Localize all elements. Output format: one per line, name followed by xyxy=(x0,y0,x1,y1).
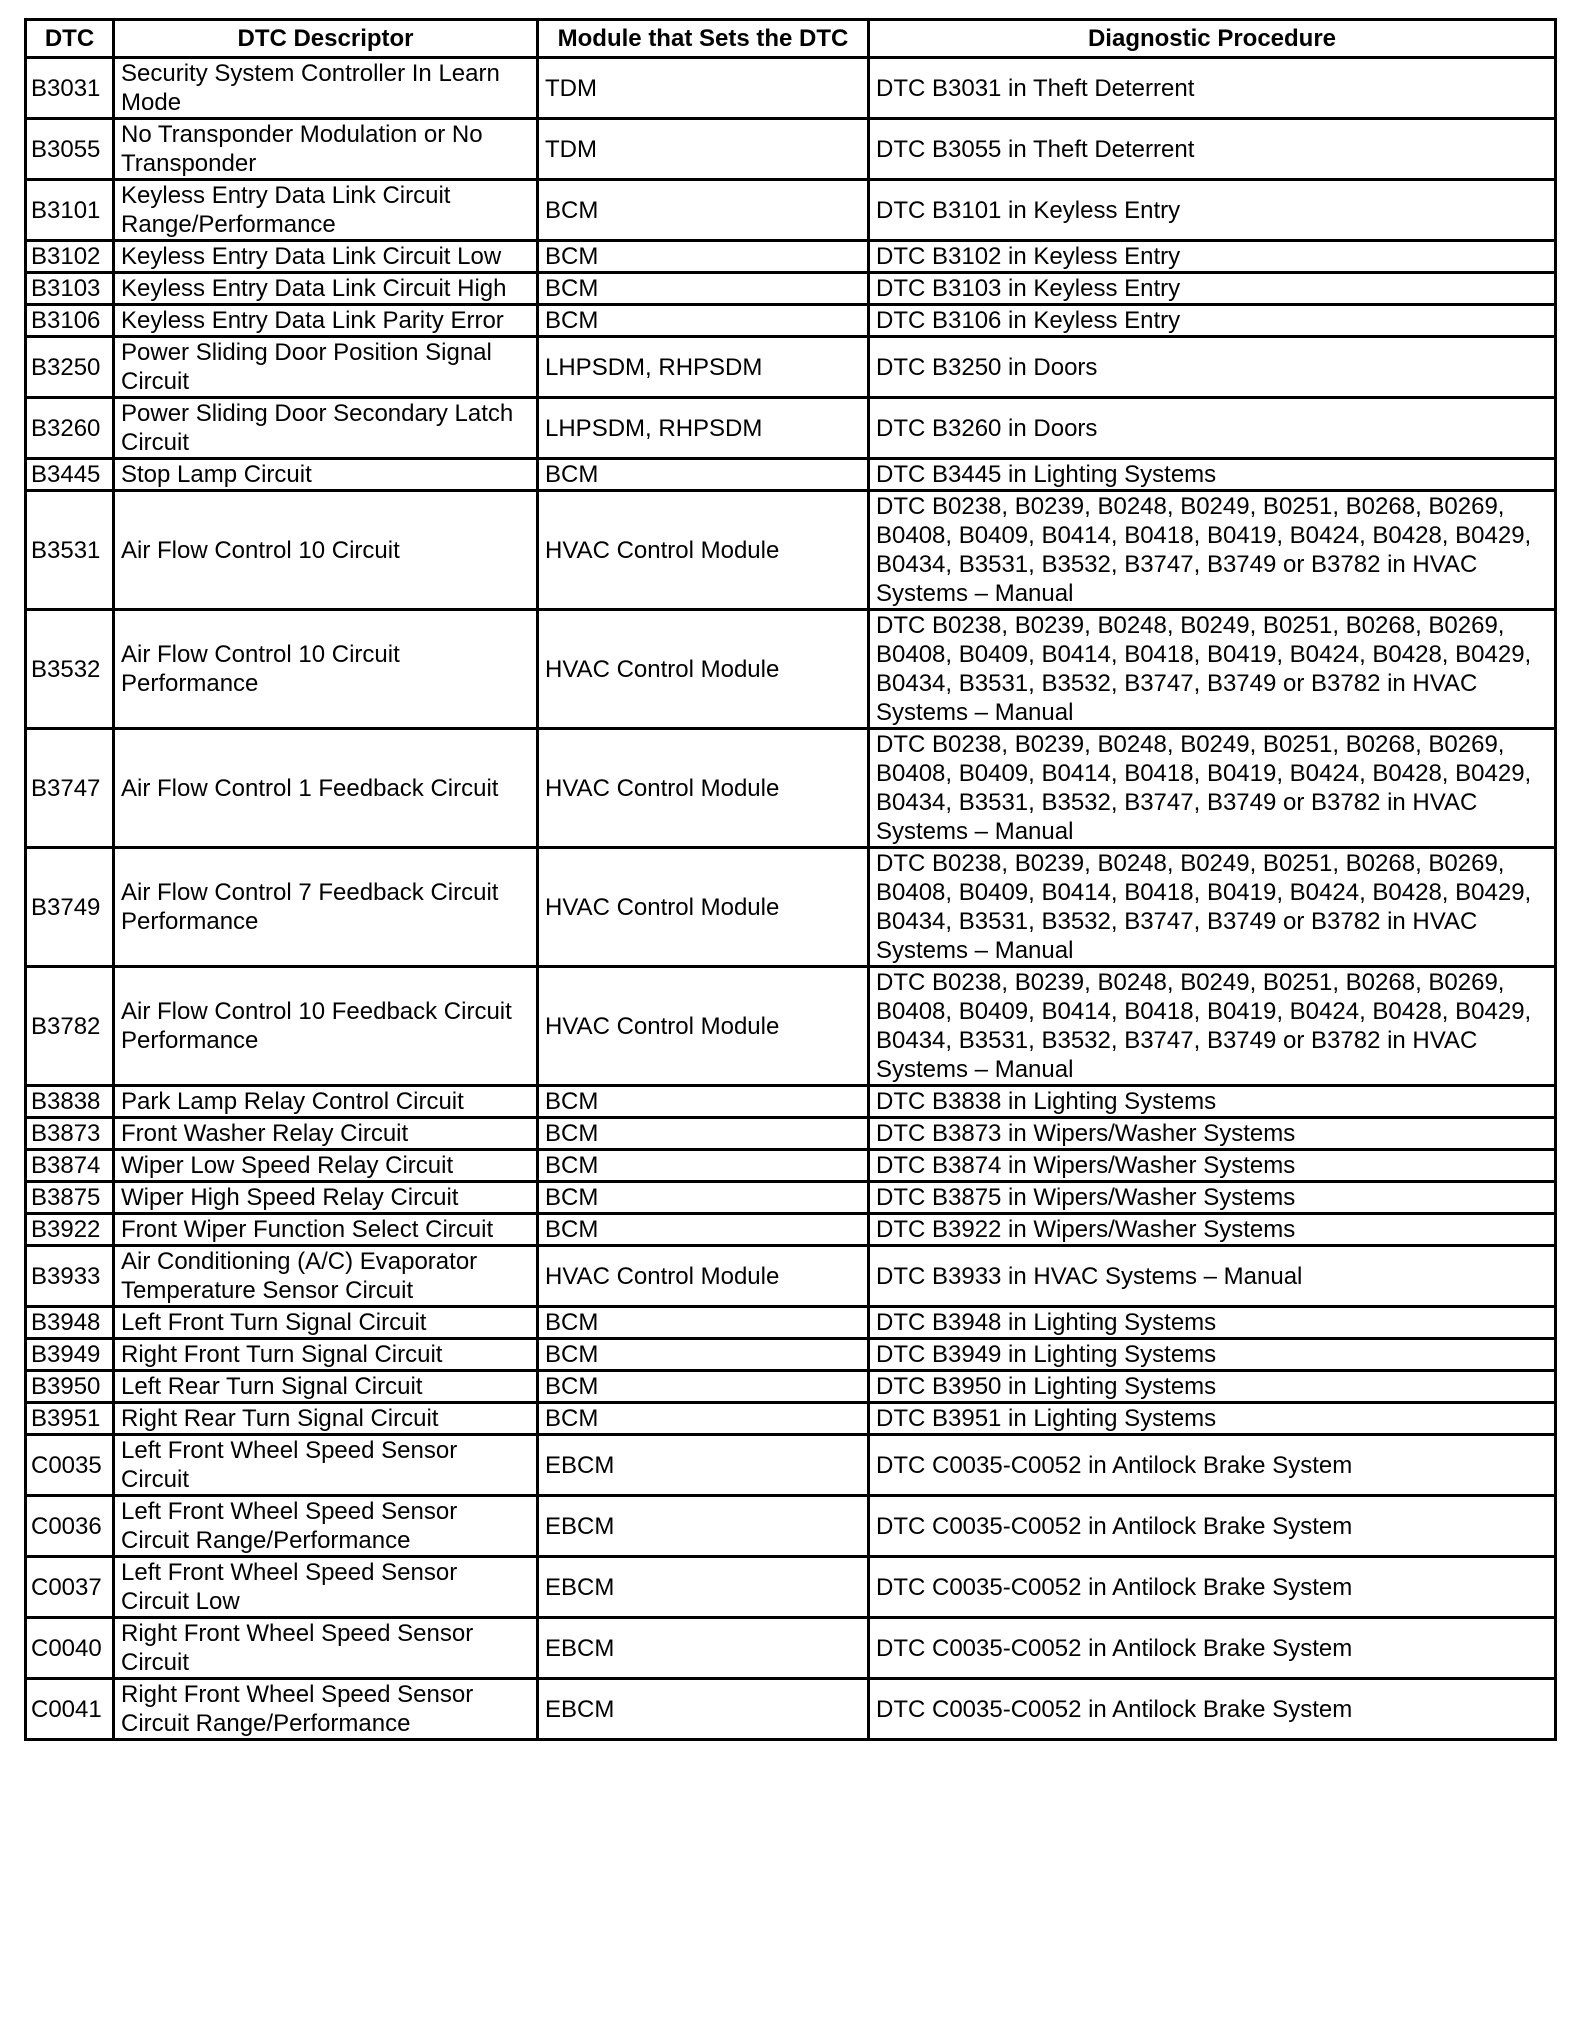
table-row xyxy=(26,491,1556,610)
dtc-code-cell: B3106 xyxy=(26,305,114,337)
module-cell: EBCM xyxy=(538,1679,869,1740)
dtc-descriptor-cell: Front Washer Relay Circuit xyxy=(114,1118,538,1150)
dtc-descriptor-cell: No Transponder Modulation or No Transponder xyxy=(114,119,538,180)
table-header-row xyxy=(26,20,1556,58)
dtc-code-cell: B3260 xyxy=(26,398,114,459)
dtc-descriptor-cell: Left Front Wheel Speed Sensor Circuit Low xyxy=(114,1557,538,1618)
diagnostic-procedure-cell: DTC B3106 in Keyless Entry xyxy=(869,305,1556,337)
dtc-descriptor-cell: Wiper High Speed Relay Circuit xyxy=(114,1182,538,1214)
dtc-code-cell: C0036 xyxy=(26,1496,114,1557)
dtc-code-cell: C0041 xyxy=(26,1679,114,1740)
dtc-code-cell: B3031 xyxy=(26,58,114,119)
diagnostic-procedure-cell: DTC B0238, B0239, B0248, B0249, B0251, B0268, B0269, B0408, B0409, B0414, B0418, B0419, B0424, B0428, B0429, B0434, B3531, B3532, B3747, B3749 or B3782 in HVAC Systems – Manual xyxy=(869,729,1556,848)
module-cell: EBCM xyxy=(538,1496,869,1557)
dtc-code-cell: B3747 xyxy=(26,729,114,848)
diagnostic-procedure-cell: DTC B3103 in Keyless Entry xyxy=(869,273,1556,305)
module-cell: HVAC Control Module xyxy=(538,848,869,967)
dtc-descriptor-cell: Right Front Wheel Speed Sensor Circuit Range/Performance xyxy=(114,1679,538,1740)
table-row xyxy=(26,1403,1556,1435)
module-cell: HVAC Control Module xyxy=(538,729,869,848)
diagnostic-procedure-cell: DTC B3874 in Wipers/Washer Systems xyxy=(869,1150,1556,1182)
dtc-code-cell: B3933 xyxy=(26,1246,114,1307)
dtc-code-cell: B3532 xyxy=(26,610,114,729)
diagnostic-procedure-cell: DTC B0238, B0239, B0248, B0249, B0251, B0268, B0269, B0408, B0409, B0414, B0418, B0419, B0424, B0428, B0429, B0434, B3531, B3532, B3747, B3749 or B3782 in HVAC Systems – Manual xyxy=(869,491,1556,610)
diagnostic-procedure-cell: DTC B0238, B0239, B0248, B0249, B0251, B0268, B0269, B0408, B0409, B0414, B0418, B0419, B0424, B0428, B0429, B0434, B3531, B3532, B3747, B3749 or B3782 in HVAC Systems – Manual xyxy=(869,848,1556,967)
module-cell: BCM xyxy=(538,1182,869,1214)
module-cell: BCM xyxy=(538,1086,869,1118)
module-cell: BCM xyxy=(538,241,869,273)
dtc-descriptor-cell: Park Lamp Relay Control Circuit xyxy=(114,1086,538,1118)
table-row xyxy=(26,1618,1556,1679)
module-cell: EBCM xyxy=(538,1618,869,1679)
dtc-descriptor-cell: Keyless Entry Data Link Circuit High xyxy=(114,273,538,305)
dtc-code-cell: B3948 xyxy=(26,1307,114,1339)
module-cell: TDM xyxy=(538,119,869,180)
dtc-descriptor-cell: Air Flow Control 10 Circuit Performance xyxy=(114,610,538,729)
dtc-descriptor-cell: Power Sliding Door Secondary Latch Circuit xyxy=(114,398,538,459)
table-row xyxy=(26,305,1556,337)
dtc-descriptor-cell: Front Wiper Function Select Circuit xyxy=(114,1214,538,1246)
diagnostic-procedure-cell: DTC B3260 in Doors xyxy=(869,398,1556,459)
module-cell: BCM xyxy=(538,1214,869,1246)
dtc-descriptor-cell: Keyless Entry Data Link Circuit Range/Performance xyxy=(114,180,538,241)
dtc-descriptor-cell: Air Flow Control 7 Feedback Circuit Performance xyxy=(114,848,538,967)
dtc-code-cell: C0035 xyxy=(26,1435,114,1496)
dtc-code-cell: B3874 xyxy=(26,1150,114,1182)
diagnostic-procedure-cell: DTC B3948 in Lighting Systems xyxy=(869,1307,1556,1339)
diagnostic-procedure-cell: DTC B3922 in Wipers/Washer Systems xyxy=(869,1214,1556,1246)
diagnostic-procedure-cell: DTC C0035-C0052 in Antilock Brake System xyxy=(869,1557,1556,1618)
module-cell: BCM xyxy=(538,1339,869,1371)
dtc-code-cell: B3250 xyxy=(26,337,114,398)
table-row xyxy=(26,180,1556,241)
diagnostic-procedure-cell: DTC B3250 in Doors xyxy=(869,337,1556,398)
table-row xyxy=(26,1339,1556,1371)
dtc-code-cell: B3950 xyxy=(26,1371,114,1403)
dtc-code-cell: B3838 xyxy=(26,1086,114,1118)
table-row xyxy=(26,1435,1556,1496)
module-cell: BCM xyxy=(538,1403,869,1435)
diagnostic-procedure-cell: DTC B3933 in HVAC Systems – Manual xyxy=(869,1246,1556,1307)
dtc-code-cell: B3951 xyxy=(26,1403,114,1435)
diagnostic-procedure-cell: DTC B3055 in Theft Deterrent xyxy=(869,119,1556,180)
dtc-descriptor-cell: Left Front Wheel Speed Sensor Circuit xyxy=(114,1435,538,1496)
dtc-descriptor-cell: Air Flow Control 1 Feedback Circuit xyxy=(114,729,538,848)
module-cell: LHPSDM, RHPSDM xyxy=(538,398,869,459)
diagnostic-procedure-cell: DTC C0035-C0052 in Antilock Brake System xyxy=(869,1618,1556,1679)
table-row xyxy=(26,1118,1556,1150)
table-row xyxy=(26,337,1556,398)
dtc-descriptor-cell: Air Conditioning (A/C) Evaporator Temperature Sensor Circuit xyxy=(114,1246,538,1307)
diagnostic-procedure-cell: DTC B3102 in Keyless Entry xyxy=(869,241,1556,273)
module-cell: BCM xyxy=(538,273,869,305)
table-row xyxy=(26,273,1556,305)
dtc-table xyxy=(24,18,1557,1741)
table-row xyxy=(26,1150,1556,1182)
diagnostic-procedure-cell: DTC B0238, B0239, B0248, B0249, B0251, B0268, B0269, B0408, B0409, B0414, B0418, B0419, B0424, B0428, B0429, B0434, B3531, B3532, B3747, B3749 or B3782 in HVAC Systems – Manual xyxy=(869,610,1556,729)
dtc-descriptor-cell: Left Front Wheel Speed Sensor Circuit Range/Performance xyxy=(114,1496,538,1557)
diagnostic-procedure-cell: DTC B3949 in Lighting Systems xyxy=(869,1339,1556,1371)
dtc-descriptor-cell: Air Flow Control 10 Feedback Circuit Performance xyxy=(114,967,538,1086)
diagnostic-procedure-cell: DTC B3875 in Wipers/Washer Systems xyxy=(869,1182,1556,1214)
table-row xyxy=(26,459,1556,491)
dtc-code-cell: B3531 xyxy=(26,491,114,610)
dtc-descriptor-cell: Keyless Entry Data Link Parity Error xyxy=(114,305,538,337)
dtc-descriptor-cell: Stop Lamp Circuit xyxy=(114,459,538,491)
module-cell: BCM xyxy=(538,1118,869,1150)
table-row xyxy=(26,241,1556,273)
dtc-code-cell: C0040 xyxy=(26,1618,114,1679)
module-cell: EBCM xyxy=(538,1435,869,1496)
dtc-descriptor-cell: Security System Controller In Learn Mode xyxy=(114,58,538,119)
dtc-descriptor-cell: Air Flow Control 10 Circuit xyxy=(114,491,538,610)
diagnostic-procedure-cell: DTC C0035-C0052 in Antilock Brake System xyxy=(869,1679,1556,1740)
module-cell: BCM xyxy=(538,305,869,337)
dtc-code-cell: B3782 xyxy=(26,967,114,1086)
diagnostic-procedure-cell: DTC B3101 in Keyless Entry xyxy=(869,180,1556,241)
table-row xyxy=(26,1182,1556,1214)
diagnostic-procedure-cell: DTC C0035-C0052 in Antilock Brake System xyxy=(869,1435,1556,1496)
table-row xyxy=(26,1679,1556,1740)
table-row xyxy=(26,398,1556,459)
module-cell: HVAC Control Module xyxy=(538,1246,869,1307)
table-row xyxy=(26,610,1556,729)
diagnostic-procedure-cell: DTC B3951 in Lighting Systems xyxy=(869,1403,1556,1435)
module-cell: BCM xyxy=(538,459,869,491)
diagnostic-procedure-cell: DTC B0238, B0239, B0248, B0249, B0251, B0268, B0269, B0408, B0409, B0414, B0418, B0419, B0424, B0428, B0429, B0434, B3531, B3532, B3747, B3749 or B3782 in HVAC Systems – Manual xyxy=(869,967,1556,1086)
header-module: Module that Sets the DTC xyxy=(538,20,869,58)
dtc-descriptor-cell: Right Rear Turn Signal Circuit xyxy=(114,1403,538,1435)
table-row xyxy=(26,1246,1556,1307)
dtc-code-cell: B3101 xyxy=(26,180,114,241)
module-cell: EBCM xyxy=(538,1557,869,1618)
dtc-descriptor-cell: Wiper Low Speed Relay Circuit xyxy=(114,1150,538,1182)
dtc-descriptor-cell: Right Front Wheel Speed Sensor Circuit xyxy=(114,1618,538,1679)
dtc-code-cell: B3055 xyxy=(26,119,114,180)
dtc-descriptor-cell: Keyless Entry Data Link Circuit Low xyxy=(114,241,538,273)
table-row xyxy=(26,967,1556,1086)
module-cell: LHPSDM, RHPSDM xyxy=(538,337,869,398)
dtc-code-cell: B3102 xyxy=(26,241,114,273)
table-row xyxy=(26,848,1556,967)
module-cell: BCM xyxy=(538,1371,869,1403)
dtc-descriptor-cell: Left Front Turn Signal Circuit xyxy=(114,1307,538,1339)
diagnostic-procedure-cell: DTC B3031 in Theft Deterrent xyxy=(869,58,1556,119)
dtc-code-cell: B3103 xyxy=(26,273,114,305)
module-cell: BCM xyxy=(538,1307,869,1339)
module-cell: HVAC Control Module xyxy=(538,967,869,1086)
table-row xyxy=(26,729,1556,848)
header-dtc: DTC xyxy=(26,20,114,58)
dtc-code-cell: B3749 xyxy=(26,848,114,967)
dtc-code-cell: C0037 xyxy=(26,1557,114,1618)
table-body xyxy=(26,58,1556,1740)
table-row xyxy=(26,1496,1556,1557)
table-row xyxy=(26,1371,1556,1403)
module-cell: HVAC Control Module xyxy=(538,610,869,729)
module-cell: HVAC Control Module xyxy=(538,491,869,610)
table-row xyxy=(26,119,1556,180)
diagnostic-procedure-cell: DTC C0035-C0052 in Antilock Brake System xyxy=(869,1496,1556,1557)
dtc-code-cell: B3949 xyxy=(26,1339,114,1371)
dtc-code-cell: B3873 xyxy=(26,1118,114,1150)
table-row xyxy=(26,1307,1556,1339)
table-row xyxy=(26,58,1556,119)
dtc-code-cell: B3445 xyxy=(26,459,114,491)
module-cell: BCM xyxy=(538,1150,869,1182)
diagnostic-procedure-cell: DTC B3950 in Lighting Systems xyxy=(869,1371,1556,1403)
dtc-code-cell: B3875 xyxy=(26,1182,114,1214)
table-row xyxy=(26,1086,1556,1118)
table-row xyxy=(26,1214,1556,1246)
diagnostic-procedure-cell: DTC B3445 in Lighting Systems xyxy=(869,459,1556,491)
diagnostic-procedure-cell: DTC B3838 in Lighting Systems xyxy=(869,1086,1556,1118)
dtc-descriptor-cell: Left Rear Turn Signal Circuit xyxy=(114,1371,538,1403)
dtc-descriptor-cell: Power Sliding Door Position Signal Circuit xyxy=(114,337,538,398)
header-diagnostic-procedure: Diagnostic Procedure xyxy=(869,20,1556,58)
dtc-descriptor-cell: Right Front Turn Signal Circuit xyxy=(114,1339,538,1371)
module-cell: BCM xyxy=(538,180,869,241)
header-dtc-descriptor: DTC Descriptor xyxy=(114,20,538,58)
dtc-code-cell: B3922 xyxy=(26,1214,114,1246)
module-cell: TDM xyxy=(538,58,869,119)
table-row xyxy=(26,1557,1556,1618)
diagnostic-procedure-cell: DTC B3873 in Wipers/Washer Systems xyxy=(869,1118,1556,1150)
